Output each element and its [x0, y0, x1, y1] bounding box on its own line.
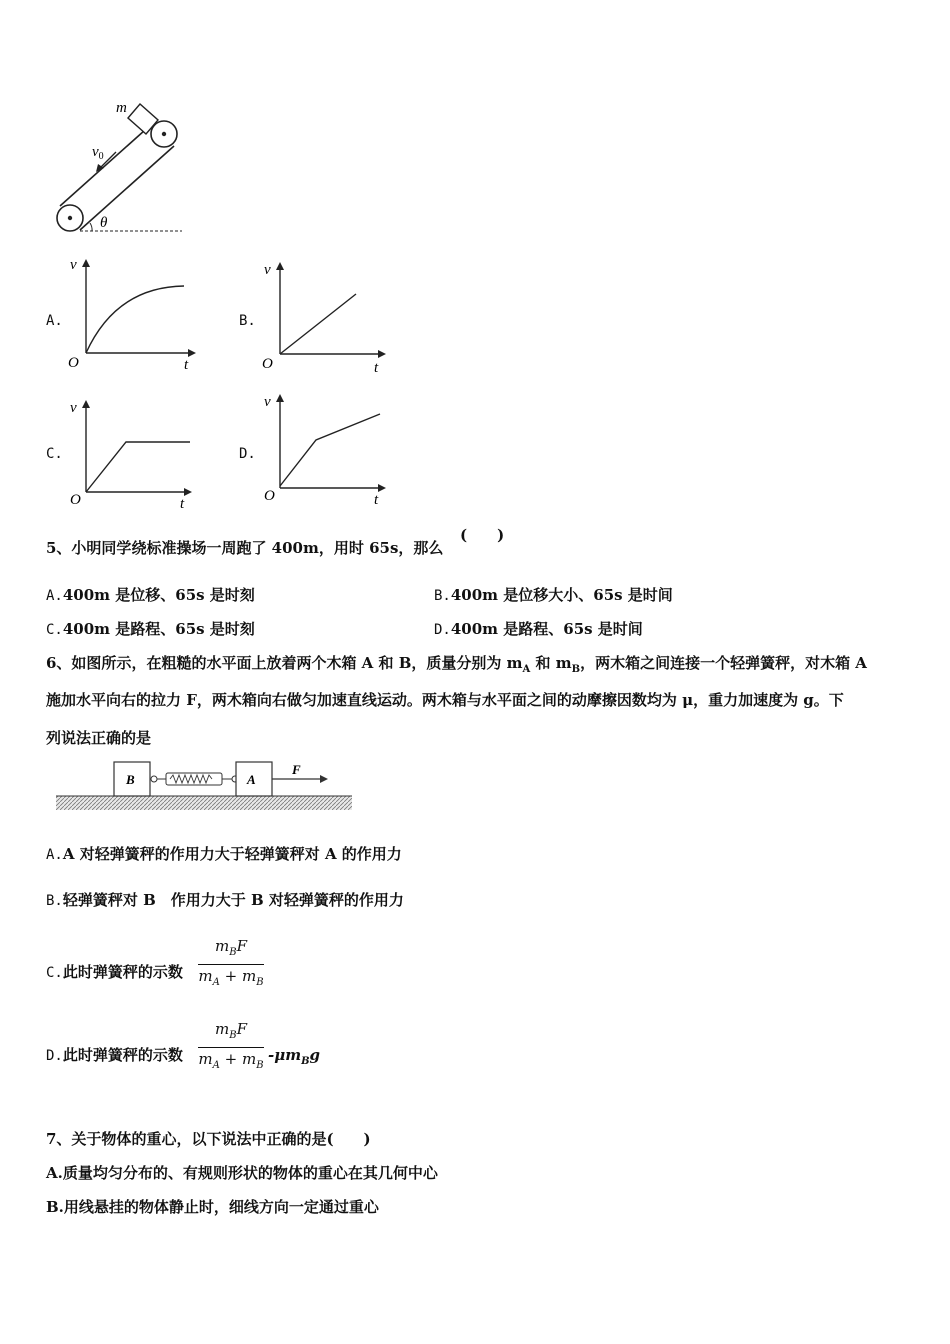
- conveyor-belt-figure: [40, 90, 200, 240]
- mass-label: m: [116, 100, 127, 116]
- graph-d-label: D.: [239, 446, 256, 462]
- graph-c: [66, 396, 206, 516]
- q5-option-b[interactable]: B.400m 是位移大小、65s 是时间: [434, 586, 673, 604]
- svg-text:F: F: [292, 762, 301, 777]
- q6-option-c-fraction: $m_BF$ $m_A + m_B$: [198, 937, 264, 988]
- graph-d: [260, 390, 400, 510]
- svg-text:t: t: [184, 357, 189, 373]
- q7-stem: 7、关于物体的重心，以下说法中正确的是( ): [46, 1130, 371, 1148]
- svg-text:t: t: [180, 496, 185, 512]
- graph-b: [260, 258, 400, 378]
- angle-label: θ: [100, 215, 108, 231]
- q6-stem-line1: 6、如图所示，在粗糙的水平面上放着两个木箱 A 和 B，质量分别为 $m_A$ 和 $m_B$，两木箱之间连接一个轻弹簧秤，对木箱 A: [46, 654, 867, 675]
- svg-text:O: O: [262, 356, 273, 372]
- q6-option-c[interactable]: C.此时弹簧秤的示数: [46, 963, 183, 981]
- q5-paren: ( ): [460, 526, 505, 544]
- svg-text:A: A: [247, 772, 256, 787]
- q6-option-d-fraction: $m_BF$ $m_A + m_B$: [198, 1020, 264, 1071]
- q7-option-b[interactable]: B.用线悬挂的物体静止时，细线方向一定通过重心: [46, 1198, 379, 1216]
- q6-option-a[interactable]: A.A 对轻弹簧秤的作用力大于轻弹簧秤对 A 的作用力: [46, 845, 402, 863]
- graph-a-label: A.: [46, 313, 63, 329]
- velocity-label: $v_0$: [92, 144, 104, 162]
- svg-text:v: v: [264, 262, 271, 278]
- q5-stem: 5、小明同学绕标准操场一周跑了 400m，用时 65s，那么: [46, 539, 444, 557]
- svg-text:v: v: [70, 400, 77, 416]
- q6-stem-line2: 施加水平向右的拉力 F，两木箱向右做匀加速直线运动。两木箱与水平面之间的动摩擦因数均为 μ，重力加速度为 g。下: [46, 691, 844, 709]
- q7-option-a[interactable]: A.质量均匀分布的、有规则形状的物体的重心在其几何中心: [46, 1164, 438, 1182]
- q6-option-d-tail: $-\mu m_Bg$: [268, 1046, 321, 1067]
- q5-option-c[interactable]: C.400m 是路程、65s 是时刻: [46, 620, 255, 638]
- svg-text:O: O: [68, 355, 79, 371]
- q6-stem-line3: 列说法正确的是: [46, 729, 152, 747]
- q6-option-d[interactable]: D.此时弹簧秤的示数: [46, 1046, 183, 1064]
- q6-option-b[interactable]: B.轻弹簧秤对 B 作用力大于 B 对轻弹簧秤的作用力: [46, 891, 404, 909]
- svg-text:O: O: [264, 488, 275, 504]
- graph-a: [66, 255, 206, 375]
- svg-text:t: t: [374, 492, 379, 508]
- svg-text:B: B: [126, 772, 135, 787]
- svg-text:v: v: [264, 394, 271, 410]
- svg-text:v: v: [70, 257, 77, 273]
- svg-text:O: O: [70, 492, 81, 508]
- boxes-spring-figure: [56, 758, 356, 814]
- q5-option-d[interactable]: D.400m 是路程、65s 是时间: [434, 620, 643, 638]
- graph-b-label: B.: [239, 313, 256, 329]
- svg-text:t: t: [374, 360, 379, 376]
- graph-c-label: C.: [46, 446, 63, 462]
- q5-option-a[interactable]: A.400m 是位移、65s 是时刻: [46, 586, 255, 604]
